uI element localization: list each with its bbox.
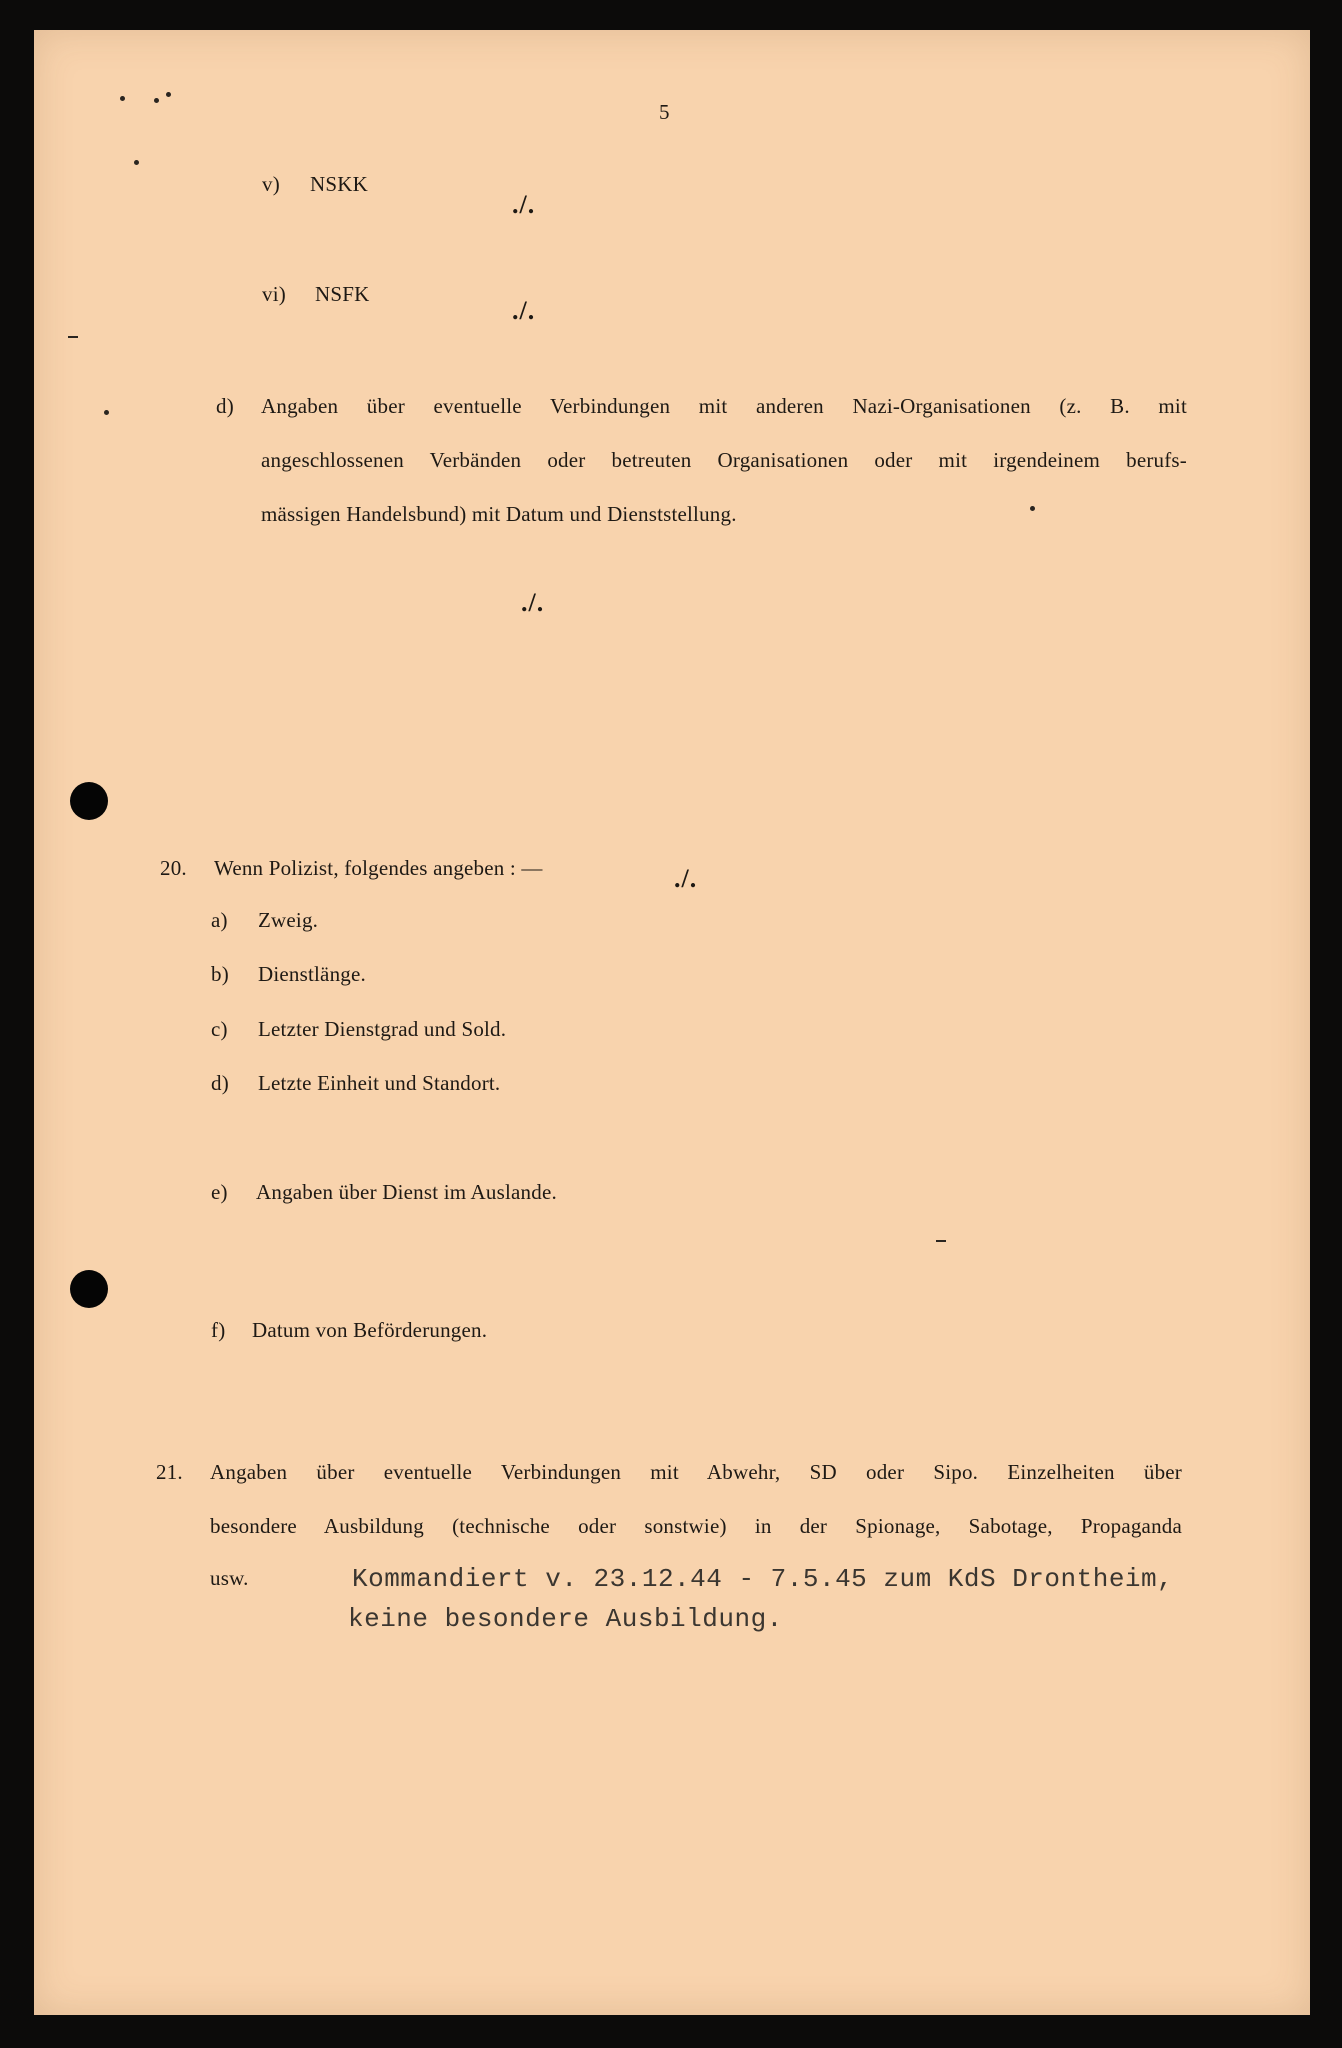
item-20c-label: c) bbox=[211, 1017, 228, 1041]
item-20f-label: f) bbox=[211, 1318, 226, 1342]
paper-speck bbox=[68, 336, 78, 338]
section-21-line-3: usw. bbox=[210, 1566, 249, 1590]
item-vi-org: NSFK bbox=[315, 282, 370, 306]
item-d-line-1: Angaben über eventuelle Verbindungen mit anderen Nazi-Organisationen (z. B. mit bbox=[261, 394, 1187, 418]
paper-speck bbox=[936, 1240, 946, 1242]
punch-hole-icon bbox=[70, 1270, 108, 1308]
item-20a-label: a) bbox=[211, 908, 228, 932]
item-v-org: NSKK bbox=[310, 172, 368, 196]
item-v-label: v) bbox=[262, 172, 280, 196]
section-20-title: Wenn Polizist, folgendes angeben : — bbox=[214, 856, 543, 880]
item-d-line-3: mässigen Handelsbund) mit Datum und Dienststellung. bbox=[261, 502, 737, 526]
paper-speck bbox=[166, 92, 171, 97]
item-20b-text: Dienstlänge. bbox=[258, 962, 366, 986]
item-d-answer: ./. bbox=[521, 588, 545, 617]
document-page bbox=[34, 30, 1310, 2015]
paper-speck bbox=[134, 160, 139, 165]
item-d-line-2: angeschlossenen Verbänden oder betreuten Organisationen oder mit irgendeinem berufs- bbox=[261, 448, 1187, 472]
paper-speck bbox=[104, 410, 109, 415]
punch-hole-icon bbox=[70, 782, 108, 820]
item-20e-text: Angaben über Dienst im Auslande. bbox=[256, 1180, 557, 1204]
section-20-number: 20. bbox=[160, 856, 187, 880]
item-20b-label: b) bbox=[211, 962, 229, 986]
item-20e-label: e) bbox=[211, 1180, 228, 1204]
section-20-answer: ./. bbox=[674, 864, 698, 893]
paper-speck bbox=[154, 98, 159, 103]
section-21-number: 21. bbox=[156, 1460, 183, 1484]
item-d-label: d) bbox=[216, 394, 234, 418]
item-20f-text: Datum von Beförderungen. bbox=[252, 1318, 488, 1342]
item-20c-text: Letzter Dienstgrad und Sold. bbox=[258, 1017, 507, 1041]
typed-answer-line-2: keine besondere Ausbildung. bbox=[348, 1604, 783, 1634]
item-20d-text: Letzte Einheit und Standort. bbox=[258, 1071, 501, 1095]
page-number: 5 bbox=[659, 100, 670, 124]
item-vi-answer: ./. bbox=[512, 296, 536, 325]
typed-answer-line-1: Kommandiert v. 23.12.44 - 7.5.45 zum KdS Drontheim, bbox=[352, 1564, 1174, 1594]
paper-speck bbox=[120, 96, 125, 101]
item-20a-text: Zweig. bbox=[258, 908, 319, 932]
paper-speck bbox=[1030, 506, 1035, 511]
section-21-line-1: Angaben über eventuelle Verbindungen mit Abwehr, SD oder Sipo. Einzelheiten über bbox=[210, 1460, 1182, 1484]
item-v-answer: ./. bbox=[512, 190, 536, 219]
section-21-line-2: besondere Ausbildung (technische oder sonstwie) in der Spionage, Sabotage, Propaganda bbox=[210, 1514, 1182, 1538]
item-vi-label: vi) bbox=[262, 282, 286, 306]
item-20d-label: d) bbox=[211, 1071, 229, 1095]
